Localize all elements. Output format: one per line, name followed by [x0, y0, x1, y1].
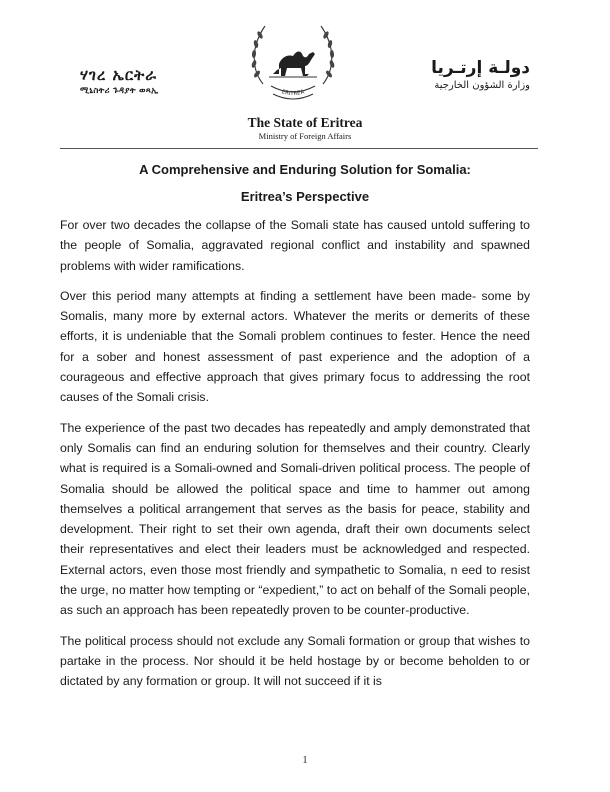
document-body [60, 215, 530, 702]
paragraph: The political process should not exclude any Somali formation or group that wishes to partake in the process. Nor should it be held hostage by or become beholden to or dictated by any formation or group. It will not succeed if it is [60, 633, 530, 689]
paragraph: For over two decades the collapse of the Somali state has caused untold suffering to the people of Somalia, aggravated regional conflict and instability and spawned problems with wider ramifications. [60, 218, 530, 273]
eritrea-emblem-icon [243, 14, 343, 108]
svg-text:ERITREA [281, 89, 305, 97]
letterhead-arabic [400, 58, 530, 91]
arabic-state-name: دولـة إرتـريا [431, 58, 530, 78]
state-title: The State of Eritrea [247, 115, 363, 130]
letterhead-tigrinya [80, 66, 200, 96]
ministry-subtitle: Ministry of Foreign Affairs [258, 131, 352, 141]
tigrinya-ministry-name: ሚኒስትሪ ጉዳያት ወጻኢ [80, 86, 159, 96]
paragraph: The experience of the past two decades has repeatedly and amply demonstrated that only Somalis can find an enduring solution for themselves and their country. Clearly what is required is a Somali-owned and Somali-driven political process. The people of Somalia should be allowed the political space and time to hammer out among themselves a political arrangement that serves as the basis for peace, stability and development. Their right to set their own agenda, draft their own documents select their representatives and elect their leaders must be acknowledged and respected. External actors, even those most friendly and sympathetic to Somalia, n eed to resist the urge, no matter how tempting or “expedient,” to act on behalf of the Somali people, as such an approach has been repeatedly proven to be counter-productive. [60, 420, 530, 618]
paragraph: Over this period many attempts at finding a settlement have been made- some by Somalis, many more by external actors. Whatever the merits or demerits of these efforts, it is undeniable that the Somali problem continues to fester. Hence the need for a sober and honest assessment of past experience and the adoption of a courageous and effective approach that gives primary focus to addressing the root causes of the Somali crisis. [60, 288, 530, 405]
page-number: 1 [302, 755, 308, 766]
document-title: A Comprehensive and Enduring Solution for Somalia: [139, 162, 471, 177]
tigrinya-state-name: ሃገረ ኤርትራ [80, 66, 158, 84]
document-subtitle: Eritrea’s Perspective [240, 189, 370, 204]
emblem-label: ERITREA [280, 89, 306, 98]
arabic-ministry-name: وزارة الشؤون الخارجية [434, 80, 530, 91]
header-divider [60, 148, 538, 149]
